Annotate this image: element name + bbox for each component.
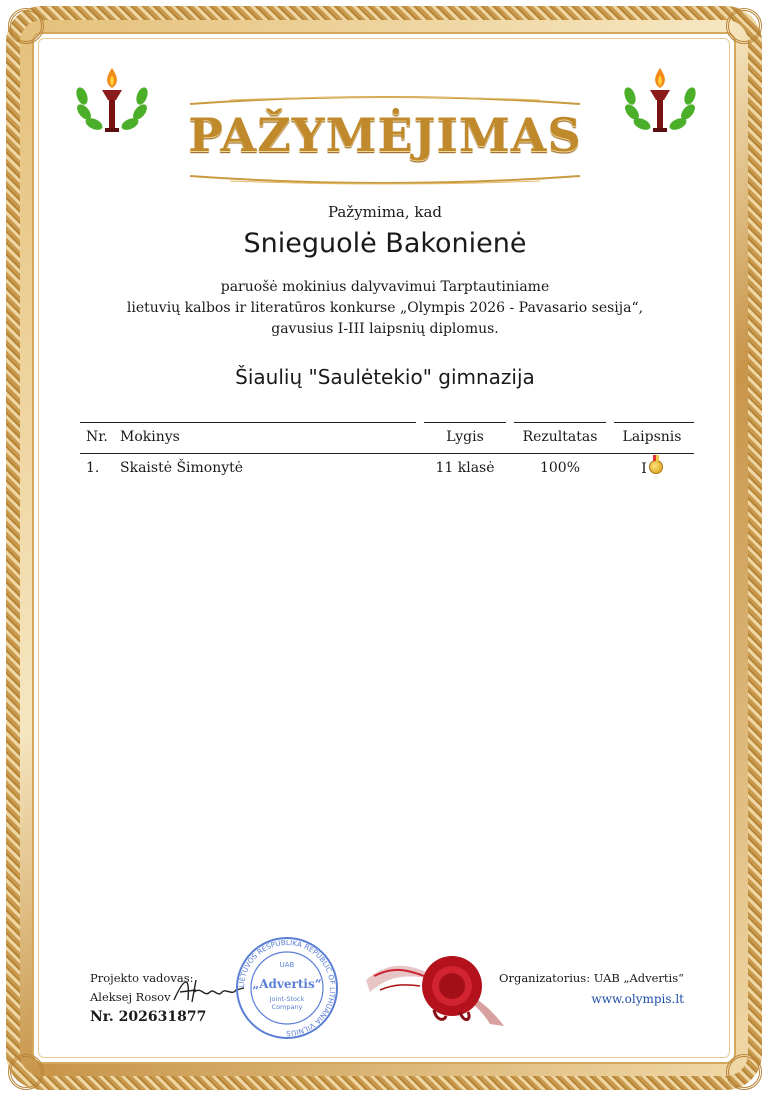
- stamp-ring-text: LIETUVOS RESPUBLIKA REPUBLIC OF LITHUANIA VILNIUS: [236, 937, 338, 1039]
- row-level: 11 klasė: [435, 460, 495, 476]
- torch-laurel-icon: [72, 66, 152, 136]
- certificate-number: Nr. 202631877: [90, 1009, 207, 1025]
- column-header-result: Rezultatas: [522, 429, 598, 445]
- description: [60, 277, 710, 340]
- school-name: Šiaulių "Saulėtekio" gimnazija: [235, 365, 535, 389]
- description-line: lietuvių kalbos ir literatūros konkurse „Olympis 2026 - Pavasario sesija“,: [126, 300, 644, 316]
- corner-ornament-bottom-left: [8, 1054, 44, 1090]
- row-degree: [610, 460, 694, 477]
- description-line: paruošė mokinius dalyvavimui Tarptautiniame: [220, 279, 550, 295]
- column-header-nr: Nr.: [86, 429, 108, 445]
- corner-ornament-top-left: [8, 8, 44, 44]
- website-link[interactable]: www.olympis.lt: [591, 992, 684, 1006]
- teacher-name: Snieguolė Bakonienė: [243, 228, 527, 259]
- row-student: Skaistė Šimonytė: [120, 460, 244, 476]
- organizer: Organizatorius: UAB „Advertis“: [499, 971, 684, 985]
- wax-seal-icon: [360, 940, 510, 1030]
- column-header-degree: Laipsnis: [622, 429, 682, 445]
- table-header: [80, 422, 694, 454]
- row-degree-value: I: [641, 461, 647, 477]
- table-row: [80, 454, 694, 484]
- project-leader-name: Aleksej Rosov: [90, 990, 171, 1004]
- torch-laurel-icon: [620, 66, 700, 136]
- certificate-title: PAŽYMĖJIMAS: [188, 108, 582, 162]
- project-leader-role: Projekto vadovas:: [90, 971, 194, 985]
- column-header-student: Mokinys: [120, 429, 180, 445]
- results-table: [80, 422, 694, 484]
- title-block: [170, 92, 600, 192]
- gold-medal-icon: [649, 460, 663, 474]
- description-line: gavusius I-III laipsnių diplomus.: [271, 321, 499, 337]
- stamp-center-text: „Advertis“: [252, 977, 322, 991]
- column-header-level: Lygis: [446, 429, 484, 445]
- company-stamp: [234, 935, 340, 1041]
- corner-ornament-bottom-right: [726, 1054, 762, 1090]
- intro-text: Pažymima, kad: [327, 203, 443, 221]
- stamp-top-text: UAB: [279, 961, 295, 969]
- corner-ornament-top-right: [726, 8, 762, 44]
- row-result: 100%: [539, 460, 581, 476]
- stamp-bottom-text: Joint-Stock Company: [269, 995, 305, 1011]
- row-nr: 1.: [86, 460, 100, 476]
